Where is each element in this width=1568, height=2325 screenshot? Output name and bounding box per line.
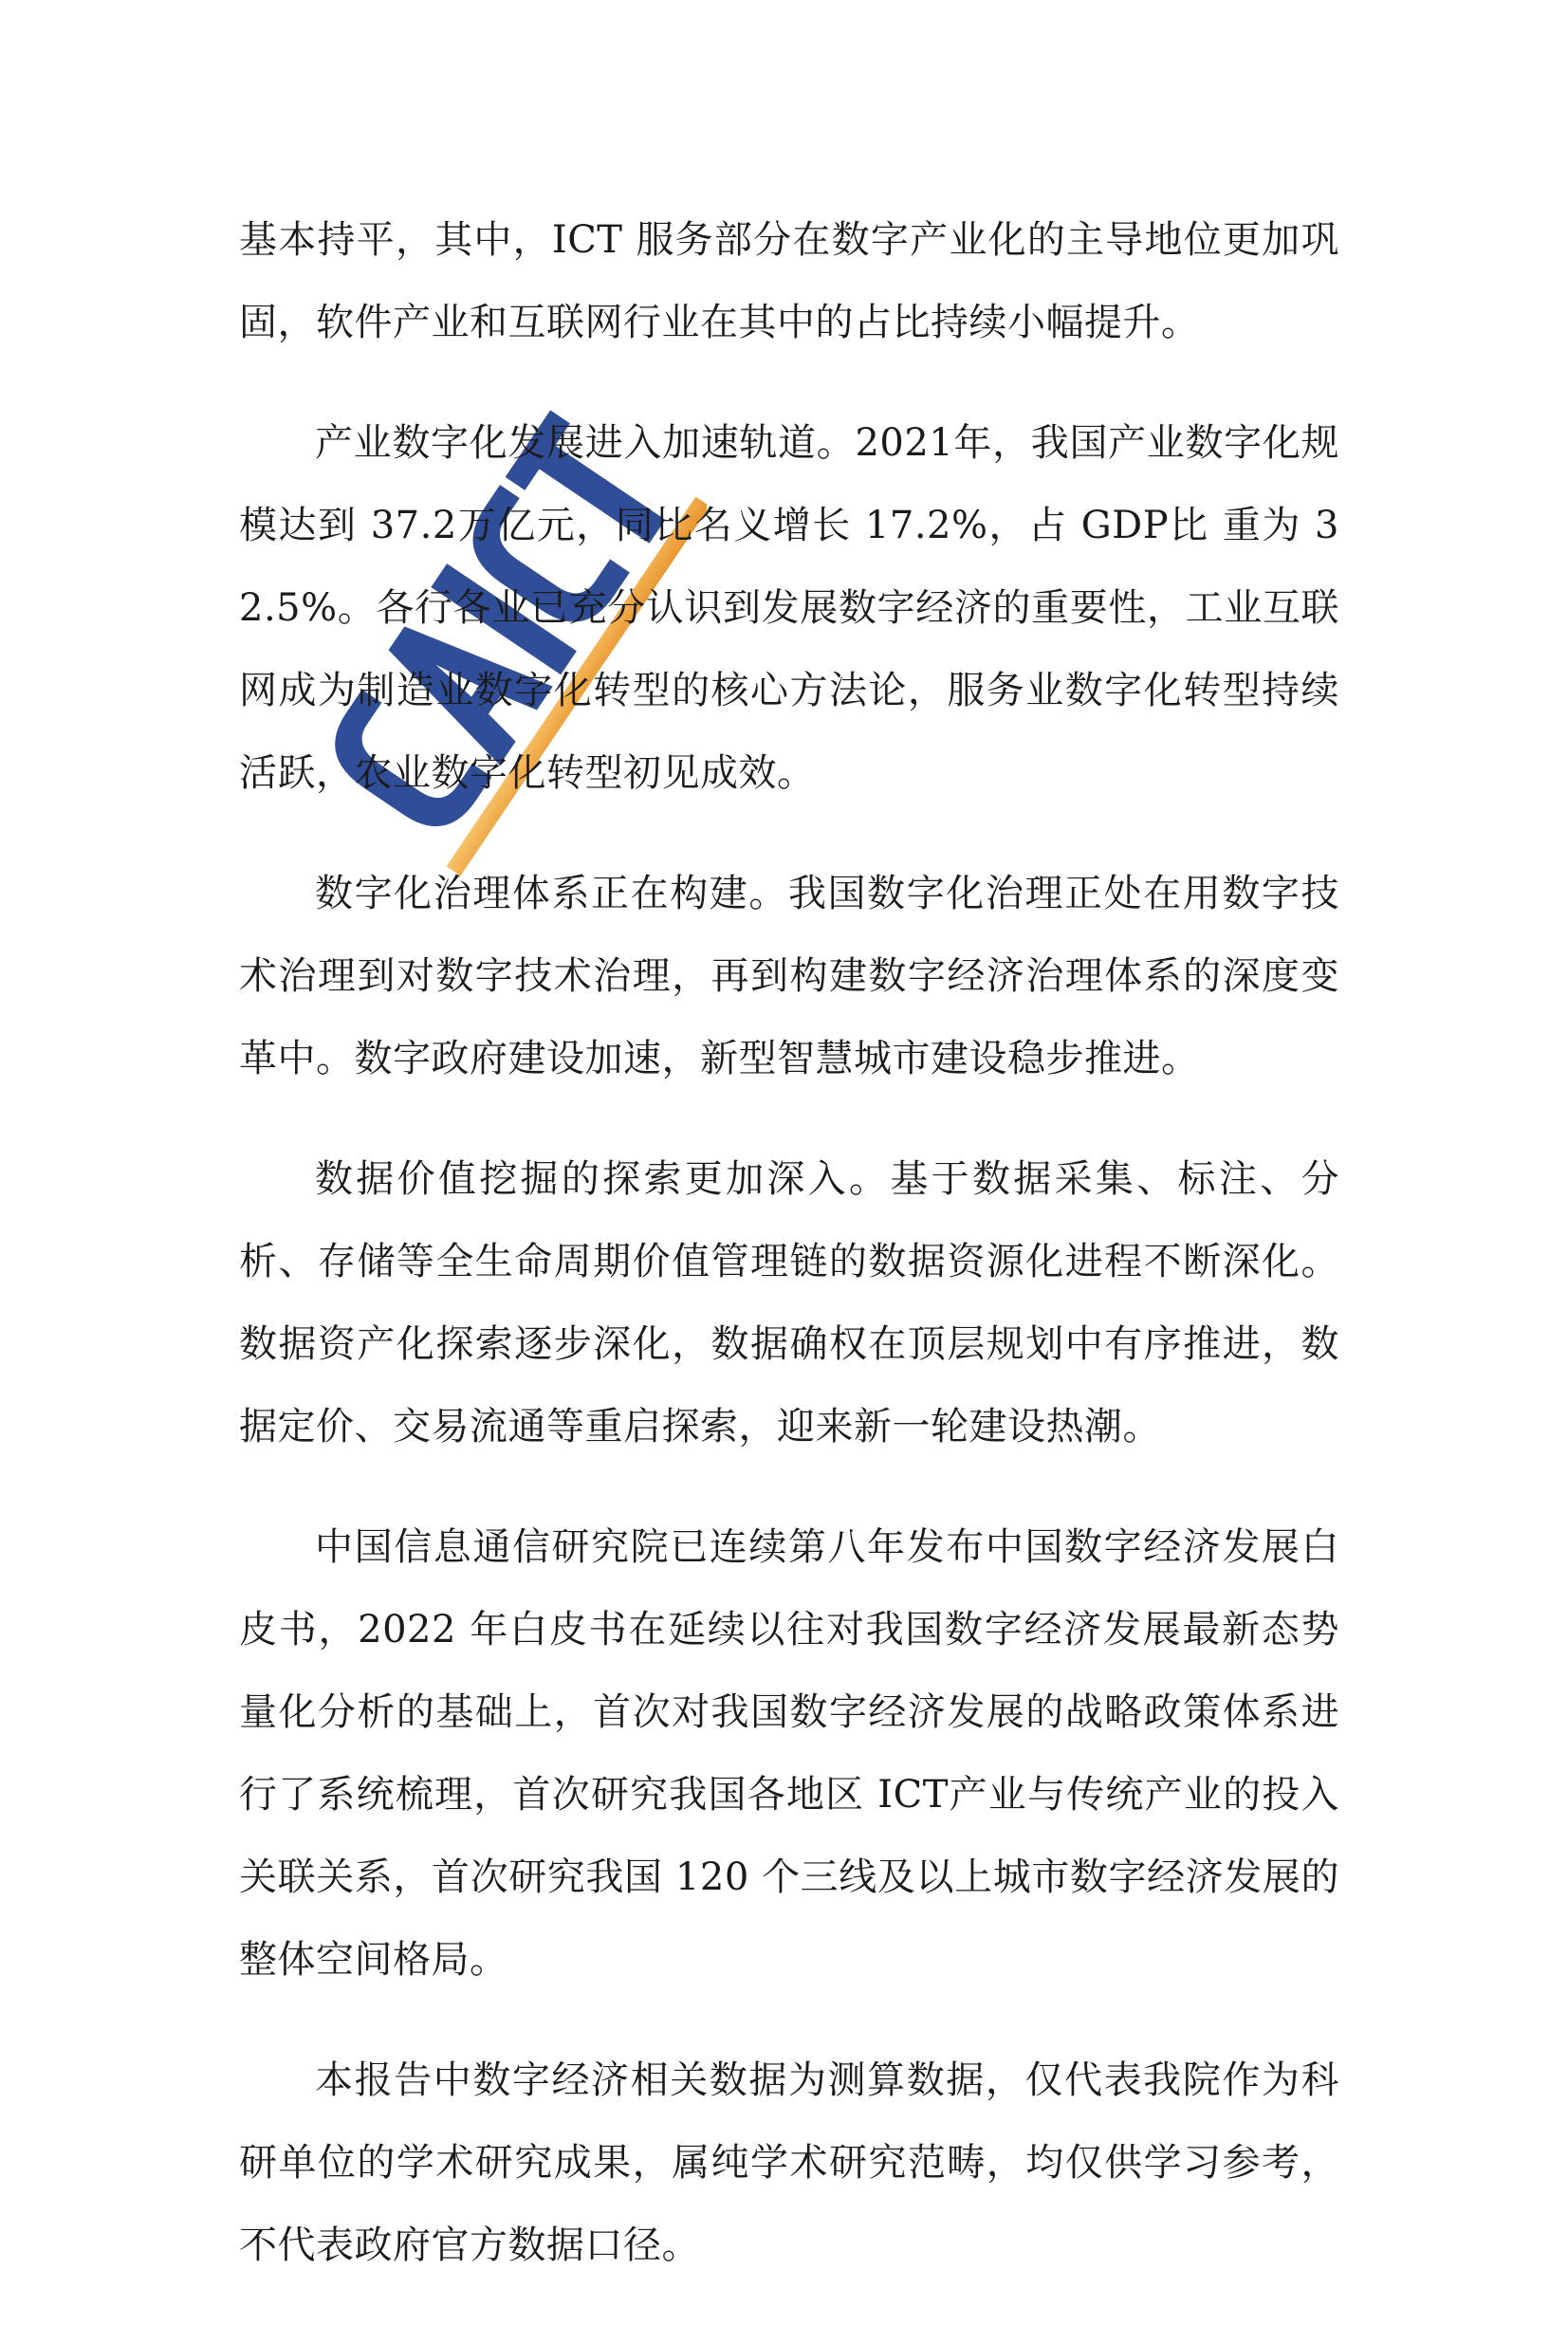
paragraph-6: 本报告中数字经济相关数据为测算数据，仅代表我院作为科研单位的学术研究成果，属纯学术研究范畴，均仅供学习参考，不代表政府官方数据口径。 (239, 2058, 1339, 2267)
paragraph-4: 数据价值挖掘的探索更加深入。基于数据采集、标注、分析、存储等全生命周期价值管理链的数据资源化进程不断深化。数据资产化探索逐步深化，数据确权在顶层规划中有序推进，数据定价、交易流通等重启探索，迎来新一轮建设热潮。 (239, 1157, 1339, 1449)
paragraph-1: 基本持平，其中，ICT 服务部分在数字产业化的主导地位更加巩固，软件产业和互联网行业在其中的占比持续小幅提升。 (239, 218, 1339, 344)
document-body (239, 199, 1339, 2325)
paragraph-5: 中国信息通信研究院已连续第八年发布中国数字经济发展白皮书，2022 年白皮书在延续以往对我国数字经济发展最新态势量化分析的基础上，首次对我国数字经济发展的战略政策体系进行了系统梳理，首次研究我国各地区 ICT产业与传统产业的投入关联关系，首次研究我国 120 个三线及以上城市数字经济发展的整体空间格局。 (239, 1525, 1339, 1982)
paragraph-3: 数字化治理体系正在构建。我国数字化治理正处在用数字技术治理到对数字技术治理，再到构建数字经济治理体系的深度变革中。数字政府建设加速，新型智慧城市建设稳步推进。 (239, 872, 1339, 1080)
paragraph-2: 产业数字化发展进入加速轨道。2021年，我国产业数字化规模达到 37.2万亿元，同比名义增长 17.2%，占 GDP比 重为 32.5%。各行各业已充分认识到发展数字经济的重要性，工业互联网成为制造业数字化转型的核心方法论，服务业数字化转型持续活跃，农业数字化转型初见成效。 (239, 421, 1339, 795)
